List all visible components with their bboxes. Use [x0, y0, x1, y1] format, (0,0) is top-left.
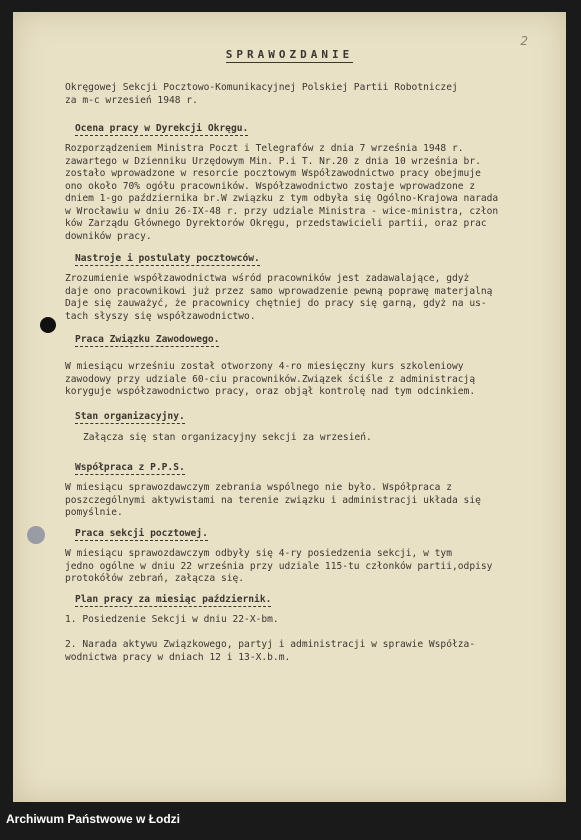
document-page [13, 12, 566, 802]
section-body-ocena: Rozporządzeniem Ministra Poczt i Telegrafów z dnia 7 września 1948 r. zawartego w Dzienniku Urzędowym Min. P.i T. Nr.20 z dnia 10 września br. zostało wprowadzone w resorcie pocztowym Współzawodnictwo pracy obejmuje ono około 70% ogółu pracowników. Współzawodnictwo zostaje wprowadzone z dniem 1-go października br.W związku z tym odbyła się Ogólno-Krajowa narada w Wrocławiu w dniu 26-IX-48 r. przy udziale Ministra - wice-ministra, człon ków Zarządu Głównego Dyrektorów Okręgu, przedstawicieli partii, oraz prac downików pracy. [65, 143, 499, 242]
section-body-sekcja: W miesiącu sprawozdawczym odbyły się 4-ry posiedzenia sekcji, w tym jedno ogólne w dniu 22 września przy udziale 115-tu członków partii,odpisy protokółów zebrań, załącza się. [65, 548, 493, 584]
section-heading-nastroje: Nastroje i postulaty pocztowców. [75, 253, 260, 264]
section-heading-ocena: Ocena pracy w Dyrekcji Okręgu. [75, 123, 249, 134]
section-heading-stan: Stan organizacyjny. [75, 411, 185, 422]
page-number: 2 [520, 34, 528, 48]
section-heading-plan: Plan pracy za miesiąc październik. [75, 594, 272, 605]
section-heading-zwiazek: Praca Związku Zawodowego. [75, 334, 220, 345]
punch-hole [40, 317, 56, 333]
intro-text: Okręgowej Sekcji Pocztowo-Komunikacyjnej Polskiej Partii Robotniczej za m-c wrzesień 1948 r. [65, 82, 458, 106]
section-body-plan: 1. Posiedzenie Sekcji w dniu 22-X-bm. 2. Narada aktywu Związkowego, partyj i administracji w sprawie Współza- wodnictwa pracy w dniach 12 i 13-X.b.m. [65, 614, 476, 663]
section-body-nastroje: Zrozumienie współzawodnictwa wśród pracowników jest zadawalające, gdyż daje ono pracownikowi już przez samo wprowadzenie pewną poprawę materjalną Daje się zauważyć, że pracownicy chętniej do pracy się garną, gdyż na us- tach słyszy się współzawodnictwo. [65, 273, 493, 322]
section-heading-sekcja: Praca sekcji pocztowej. [75, 528, 208, 539]
section-body-pps: W miesiącu sprawozdawczym zebrania wspólnego nie było. Współpraca z poszczególnymi aktywistami na terenie związku i administracji układa się pomyślnie. [65, 482, 481, 518]
section-body-stan: Załącza się stan organizacyjny sekcji za wrzesień. [83, 432, 372, 443]
ink-smudge [27, 526, 45, 544]
section-heading-pps: Współpraca z P.P.S. [75, 462, 185, 473]
section-body-zwiazek: W miesiącu wrześniu został otworzony 4-ro miesięczny kurs szkoleniowy zawodowy przy udziale 60-ciu pracowników.Związek ściśle z administracją koryguje współzawodnictwo pracy, oraz objął kontrolę nad tym odcinkiem. [65, 361, 476, 397]
document-title: SPRAWOZDANIE [225, 48, 354, 61]
archive-footer: Archiwum Państwowe w Łodzi [6, 812, 181, 826]
